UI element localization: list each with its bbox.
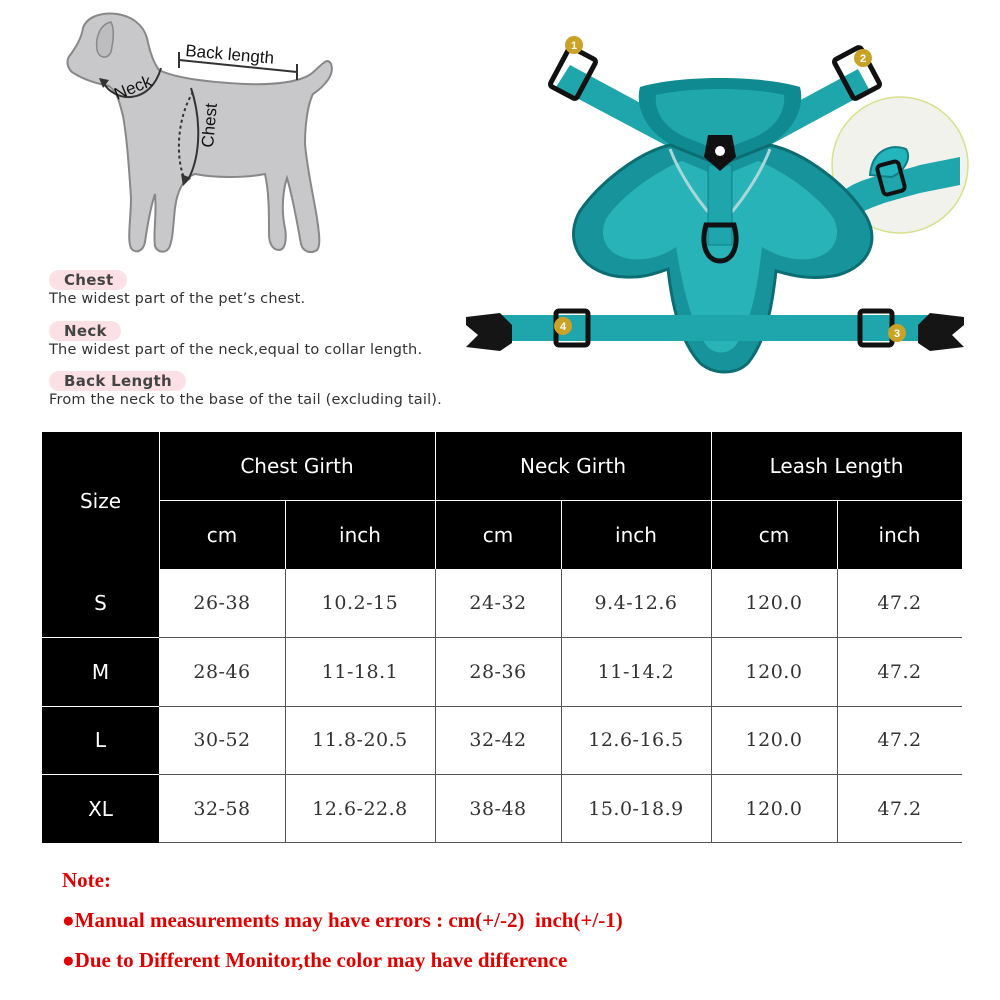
neck-cm-header: cm	[435, 500, 561, 569]
table-cell: 30-52	[159, 706, 285, 774]
right-buckle	[918, 313, 964, 351]
back-length-definition	[49, 371, 442, 408]
svg-text:1: 1	[570, 40, 578, 52]
table-cell: 12.6-16.5	[561, 706, 711, 774]
note-measurement-error: ●Manual measurements may have errors : cm(+/-2) inch(+/-1)	[62, 908, 623, 932]
table-cell: 38-48	[435, 774, 561, 843]
neck-term: Neck	[49, 321, 121, 341]
back-length-term: Back Length	[49, 371, 186, 391]
svg-text:4: 4	[559, 321, 567, 333]
leash-length-header: Leash Length	[711, 432, 962, 500]
table-cell: 120.0	[711, 774, 837, 843]
marker-2	[854, 49, 872, 67]
neck-description: The widest part of the neck,equal to collar length.	[49, 342, 423, 358]
neck-inch-header: inch	[561, 500, 711, 569]
table-cell: 28-46	[159, 637, 285, 706]
size-m: M	[42, 637, 159, 706]
chest-cm-header: cm	[159, 500, 285, 569]
chest-term: Chest	[49, 270, 127, 290]
dog-measurement-diagram	[55, 8, 355, 263]
table-cell: 10.2-15	[285, 569, 435, 637]
table-cell: 28-36	[435, 637, 561, 706]
size-l: L	[42, 706, 159, 774]
table-cell: 11.8-20.5	[285, 706, 435, 774]
table-cell: 32-42	[435, 706, 561, 774]
svg-text:3: 3	[893, 328, 901, 340]
table-cell: 9.4-12.6	[561, 569, 711, 637]
marker-1	[565, 36, 583, 54]
chest-girth-header: Chest Girth	[159, 432, 435, 500]
marker-3	[888, 324, 906, 342]
size-s: S	[42, 569, 159, 637]
marker-4	[554, 317, 572, 335]
table-cell: 26-38	[159, 569, 285, 637]
neck-definition	[49, 321, 422, 358]
chest-label: Chest	[198, 102, 221, 149]
back-length-description: From the neck to the base of the tail (excluding tail).	[49, 392, 442, 408]
chest-definition	[49, 270, 305, 307]
chest-description: The widest part of the pet’s chest.	[49, 291, 306, 307]
size-table	[42, 432, 962, 843]
size-xl: XL	[42, 774, 159, 843]
svg-text:2: 2	[859, 53, 867, 65]
table-cell: 120.0	[711, 706, 837, 774]
leash-inch-header: inch	[837, 500, 962, 569]
neck-label: Neck	[111, 71, 155, 104]
chest-inch-header: inch	[285, 500, 435, 569]
table-cell: 47.2	[837, 569, 962, 637]
neck-girth-header: Neck Girth	[435, 432, 711, 500]
table-cell: 11-18.1	[285, 637, 435, 706]
table-cell: 47.2	[837, 706, 962, 774]
left-buckle	[466, 313, 512, 351]
table-cell: 24-32	[435, 569, 561, 637]
size-header: Size	[42, 432, 159, 569]
table-cell: 47.2	[837, 637, 962, 706]
note-title: Note:	[62, 868, 111, 892]
harness-product-image	[460, 25, 970, 395]
table-cell: 47.2	[837, 774, 962, 843]
table-cell: 120.0	[711, 569, 837, 637]
back-length-label: Back length	[184, 41, 275, 68]
table-cell: 15.0-18.9	[561, 774, 711, 843]
note-color-difference: ●Due to Different Monitor,the color may have difference	[62, 948, 568, 972]
leash-cm-header: cm	[711, 500, 837, 569]
table-cell: 120.0	[711, 637, 837, 706]
table-cell: 11-14.2	[561, 637, 711, 706]
table-cell: 32-58	[159, 774, 285, 843]
table-cell: 12.6-22.8	[285, 774, 435, 843]
